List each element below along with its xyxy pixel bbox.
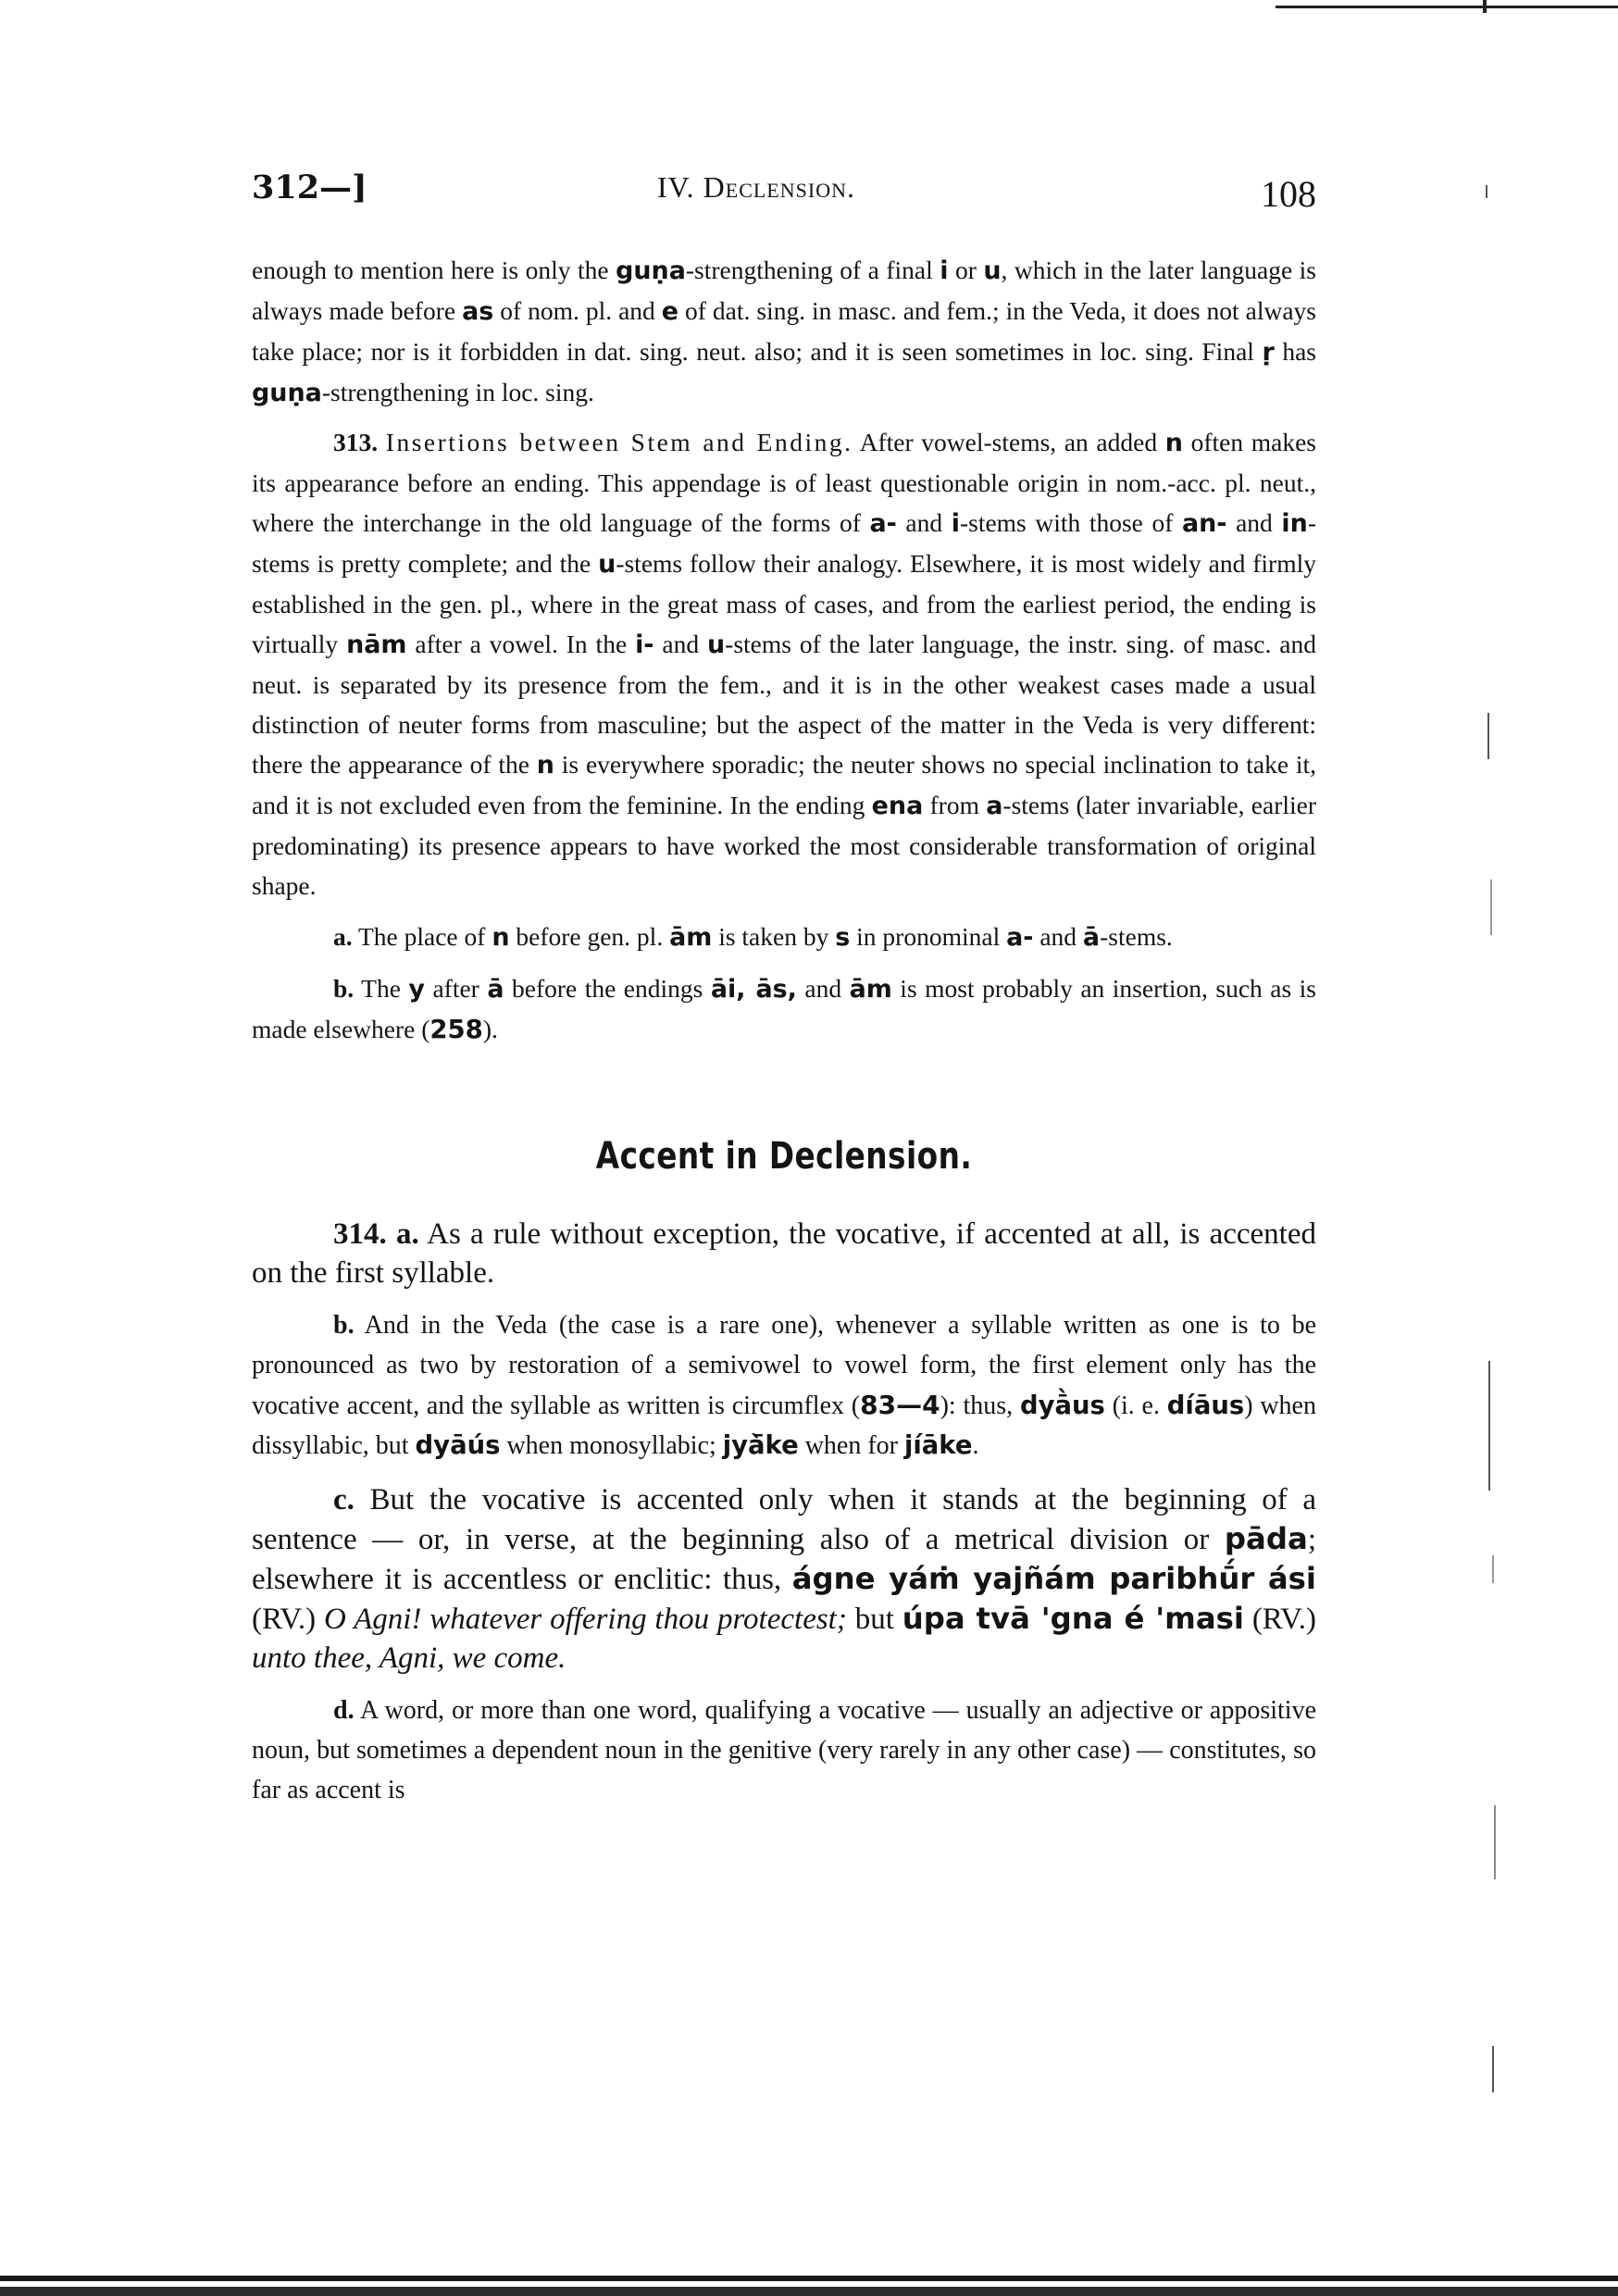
sanskrit-term: dyā̀us	[1019, 1391, 1105, 1420]
scan-border-bottom-edge	[0, 2287, 1618, 2296]
paragraph-313	[252, 422, 1316, 905]
sanskrit-term: as	[462, 297, 494, 326]
translation-text: unto thee, Agni, we come.	[252, 1641, 566, 1675]
text-segment: ): thus,	[940, 1391, 1020, 1420]
paragraph-314d	[252, 1691, 1316, 1810]
sanskrit-term: e	[661, 297, 679, 326]
text-segment: ; elsewhere it is accentless or enclitic: thus,	[252, 1523, 1316, 1596]
text-segment: and	[796, 974, 850, 1003]
paragraph-312-continuation	[252, 250, 1316, 413]
text-segment: has	[1274, 337, 1316, 366]
text-segment: , which in the later language is always made before	[252, 256, 1316, 325]
sanskrit-term: in	[1281, 509, 1308, 538]
sanskrit-term: n	[536, 751, 554, 780]
sanskrit-term: ena	[871, 792, 924, 820]
text-segment: ).	[482, 1015, 498, 1043]
sanskrit-term: díāus	[1166, 1391, 1245, 1420]
subsection-label: b.	[333, 1311, 355, 1340]
text-segment: IV. D	[657, 170, 726, 204]
sanskrit-term: jíāke	[903, 1431, 973, 1460]
scan-border-top	[1276, 6, 1618, 8]
sanskrit-term: n	[492, 923, 510, 952]
margin-mark	[1492, 1555, 1494, 1583]
text-segment: eclension.	[725, 170, 855, 204]
text-segment: ) when dissyllabic, but	[252, 1391, 1316, 1460]
page-number: 108	[1261, 173, 1316, 215]
sanskrit-term: úpa tvā 'gna é 'masi	[902, 1601, 1244, 1636]
margin-mark	[1488, 1361, 1490, 1491]
text-segment: And in the Veda (the case is a rare one), whenever a syllable written as one is to be pronounced as two by restoration of a semivowel to vowel form, the first element only has the vocative accent, and the syllable as written is circumflex (	[252, 1311, 1316, 1420]
text-segment: enough to mention here is only the	[252, 256, 616, 284]
sanskrit-term: u	[983, 256, 1002, 285]
sanskrit-term: ágne yáṁ yajñám paribhū́r ási	[791, 1561, 1316, 1596]
margin-mark	[1492, 2046, 1494, 2092]
text-segment: and	[653, 630, 707, 658]
text-segment: A word, or more than one word, qualifying a vocative — usually an adjective or appositive noun, but sometimes a dependent noun in the genitive (very rarely in any other case) — constitutes, so far as accent is	[252, 1696, 1316, 1804]
text-segment: -strengthening of a final	[685, 256, 940, 284]
text-segment: when for	[798, 1431, 904, 1460]
section-heading: Accent in Declension.	[595, 1135, 973, 1178]
section-reference: 312—]	[252, 168, 367, 206]
text-segment: after a vowel. In the	[406, 630, 636, 658]
sanskrit-term: i	[951, 509, 960, 538]
sanskrit-term: u	[598, 550, 616, 579]
text-segment: The place of	[352, 922, 492, 951]
cross-reference: 258	[429, 1015, 483, 1044]
text-segment: -stems follow their analogy. Elsewhere, it is most widely and firmly established in the gen. pl., where in the great mass of cases, and from the earliest period, the ending is virtually	[252, 549, 1316, 658]
text-segment: -stems.	[1100, 922, 1173, 951]
paragraph-314c	[252, 1480, 1316, 1678]
sanskrit-term: ā	[487, 975, 504, 1004]
text-segment: is most probably an insertion, such as is made elsewhere (	[252, 974, 1317, 1043]
page-body	[252, 250, 1316, 1810]
sanskrit-term: pāda	[1224, 1521, 1308, 1556]
section-number: 313.	[333, 428, 379, 456]
margin-mark	[1494, 1805, 1496, 1879]
sanskrit-term: guṇa	[616, 256, 686, 285]
text-segment: -stems is pretty complete; and the	[252, 508, 1316, 578]
text-segment: after	[424, 974, 488, 1003]
text-segment: when monosyllabic;	[500, 1431, 723, 1460]
text-segment: -stems (later invariable, earlier predominating) its presence appears to have worked the most considerable transformation of original shape.	[252, 791, 1316, 900]
chapter-title	[657, 170, 855, 205]
text-segment: But the vocative is accented only when it stands at the beginning of a sentence — or, in verse, at the beginning also of a metrical division or	[252, 1483, 1316, 1556]
sanskrit-term: a-	[869, 509, 897, 538]
sanskrit-term: āi, ās,	[710, 975, 797, 1004]
text-segment: -strengthening in loc. sing.	[321, 378, 594, 406]
sanskrit-term: i	[940, 256, 949, 285]
sanskrit-term: dyāús	[415, 1431, 501, 1460]
sanskrit-term: s	[835, 923, 851, 952]
text-segment: in pronominal	[850, 922, 1007, 951]
text-segment: As a rule without exception, the vocative, if accented at all, is accented on the first syllable.	[252, 1217, 1316, 1290]
text-segment: (RV.)	[252, 1603, 325, 1636]
paragraph-313a	[252, 917, 1316, 957]
text-segment: or	[948, 256, 984, 284]
margin-mark	[1490, 880, 1492, 935]
paragraph-314a	[252, 1215, 1316, 1292]
subsection-label: d.	[333, 1696, 355, 1725]
cross-reference: 83—4	[860, 1390, 940, 1420]
text-segment: of dat. sing. in masc. and fem.; in the Veda, it does not always take place; nor is it forbidden in dat. sing. neut. also; and it is seen sometimes in loc. sing. Final	[252, 296, 1316, 366]
text-segment: before the endings	[504, 974, 711, 1003]
margin-mark	[1486, 185, 1487, 198]
text-segment: is everywhere sporadic; the neuter shows no special inclination to take it, and it is not excluded even from the feminine. In the ending	[252, 750, 1317, 819]
paragraph-314b	[252, 1305, 1316, 1466]
margin-mark	[1487, 713, 1489, 759]
text-segment: .	[972, 1431, 979, 1460]
text-segment: of nom. pl. and	[493, 296, 662, 325]
sanskrit-term: an-	[1181, 509, 1227, 538]
sanskrit-term: a-	[1006, 923, 1034, 952]
text-segment: After vowel-stems, an added	[853, 428, 1165, 456]
sanskrit-term: jyà̄ke	[722, 1431, 799, 1460]
sanskrit-term: nām	[346, 630, 407, 659]
text-segment: -stems of the later language, the instr. sing. of masc. and neut. is separated by its presence from the fem., and it is in the other weakest cases made a usual distinction of neuter forms from masculine; but the aspect of the matter in the Veda is very different: there the appearance of the	[252, 630, 1316, 779]
section-number: 314.	[333, 1217, 387, 1251]
text-segment: (RV.)	[1243, 1603, 1316, 1636]
text-segment: but	[846, 1603, 902, 1636]
subsection-label: c.	[333, 1483, 355, 1516]
sanskrit-term: ṛ	[1262, 338, 1275, 367]
scan-tick-mark	[1483, 0, 1487, 13]
sanskrit-term: ā	[1082, 923, 1101, 952]
sanskrit-term: u	[706, 630, 726, 659]
sanskrit-term: ām	[669, 923, 713, 952]
text-segment: The	[354, 974, 409, 1003]
sanskrit-term: a	[986, 792, 1003, 820]
scan-border-bottom	[0, 2276, 1618, 2281]
sanskrit-term: n	[1164, 429, 1183, 457]
sanskrit-term: y	[408, 975, 425, 1004]
text-segment: (i. e.	[1104, 1391, 1167, 1420]
paragraph-313b	[252, 968, 1316, 1050]
subsection-label: b.	[333, 974, 355, 1003]
text-segment: and	[1033, 922, 1083, 951]
section-title: Insertions between Stem and Ending.	[385, 428, 853, 456]
subsection-label: a.	[395, 1217, 419, 1251]
text-segment: -stems with those of	[959, 508, 1182, 537]
subsection-label: a.	[333, 922, 353, 951]
text-segment: and	[1226, 508, 1282, 537]
sanskrit-term: i-	[635, 630, 654, 659]
sanskrit-term: guṇa	[252, 379, 322, 407]
text-segment: before gen. pl.	[509, 922, 670, 951]
text-segment: and	[896, 508, 952, 537]
text-segment: from	[923, 791, 987, 819]
running-head	[252, 167, 1316, 222]
translation-text: O Agni! whatever offering thou protectest;	[324, 1603, 847, 1636]
text-segment: often makes its appearance before an ending. This appendage is of least questionable origin in nom.-acc. pl. neut., where the interchange in the old language of the forms of	[252, 428, 1316, 537]
text-segment: is taken by	[712, 922, 836, 951]
sanskrit-term: ām	[849, 975, 892, 1004]
